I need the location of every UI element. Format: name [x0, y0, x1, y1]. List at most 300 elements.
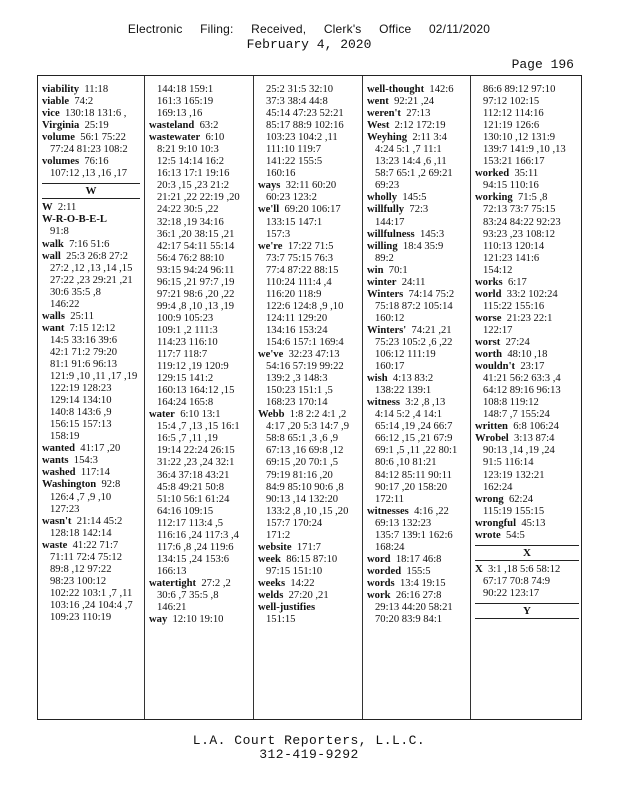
page-line-refs: 70:1 [388, 264, 408, 276]
index-continuation: 129:15 141:2 [157, 373, 214, 385]
page-line-refs: 45:13 [521, 517, 546, 529]
index-entry [42, 239, 140, 251]
index-continuation: 67:17 70:8 74:9 [483, 575, 551, 587]
index-continuation: 31:22 ,23 ,24 32:1 [157, 457, 235, 469]
index-continuation: 29:13 44:20 58:21 [375, 602, 453, 614]
page-line-refs: 27:13 [406, 108, 431, 120]
index-continuation: 168:24 [375, 541, 405, 553]
index-continuation: 24:22 30:5 ,22 [157, 204, 219, 216]
index-continuation: 91:5 116:14 [483, 457, 534, 469]
index-continuation: 107:12 ,13 ,16 ,17 [50, 168, 128, 180]
section-letter: Y [475, 603, 579, 619]
index-entry [42, 311, 140, 323]
index-continuation: 109:1 ,2 111:3 [157, 324, 218, 336]
index-term: volume [42, 132, 75, 144]
index-continuation: 65:14 ,19 ,24 66:7 [375, 421, 453, 433]
index-continuation: 141:22 155:5 [266, 156, 323, 168]
page-line-refs: 33:2 102:24 [506, 288, 558, 300]
index-entry [42, 120, 140, 132]
index-continuation: 124:11 129:20 [266, 312, 328, 324]
index-continuation: 15:4 ,7 ,13 ,15 16:1 [157, 421, 240, 433]
index-continuation: 146:22 [50, 298, 80, 310]
index-entry [149, 578, 249, 590]
index-term: want [42, 322, 65, 334]
index-term: winter [367, 276, 397, 288]
page-line-refs: 25:19 [84, 120, 109, 132]
page-line-refs: 4:16 ,22 [414, 505, 449, 517]
index-continuation: 93:23 ,23 108:12 [483, 228, 556, 240]
index-continuation: 139:7 141:9 ,10 ,13 [483, 144, 566, 156]
page-line-refs: 14:22 [290, 577, 315, 589]
index-continuation: 77:4 87:22 88:15 [266, 264, 339, 276]
page-line-refs: 27:20 ,21 [288, 589, 329, 601]
index-entry [258, 204, 358, 216]
index-continuation: 69:15 ,20 70:1 ,5 [266, 457, 339, 469]
index-entry [258, 349, 358, 361]
index-term: wants [42, 455, 69, 467]
index-entry [42, 323, 140, 335]
page-line-refs: 7:15 12:12 [69, 322, 116, 334]
index-continuation: 41:21 56:2 63:3 ,4 [483, 373, 561, 385]
index-continuation: 4:17 ,20 5:3 14:7 ,9 [266, 421, 349, 433]
index-continuation: 75:23 105:2 ,6 ,22 [375, 336, 453, 348]
column-divider [144, 76, 145, 719]
filing-stamp [0, 22, 618, 36]
index-continuation: 133:2 ,8 ,10 ,15 ,20 [266, 505, 349, 517]
index-term: viable [42, 96, 70, 108]
index-term: willfully [367, 204, 405, 216]
index-term: Winters' [367, 324, 407, 336]
index-continuation: 72:13 73:7 75:15 [483, 204, 556, 216]
index-continuation: 148:7 ,7 155:24 [483, 409, 550, 421]
index-entry [475, 433, 579, 445]
index-continuation: 12:5 14:14 16:2 [157, 156, 225, 168]
index-entry [475, 361, 579, 373]
index-term: wrote [475, 529, 501, 541]
index-continuation: 89:8 ,12 97:22 [50, 563, 112, 575]
index-continuation: 110:24 111:4 ,4 [266, 276, 332, 288]
page-line-refs: 26:16 27:8 [395, 589, 442, 601]
index-continuation: 123:19 132:21 [483, 469, 545, 481]
index-entry [367, 229, 466, 241]
index-term: ways [258, 180, 281, 192]
index-entry [42, 108, 140, 120]
filing-stamp-word-2: Filing: [200, 22, 234, 36]
index-term: work [367, 589, 391, 601]
footer-company: L.A. Court Reporters, L.L.C. [192, 733, 426, 748]
index-continuation: 116:16 ,24 117:3 ,4 [157, 529, 239, 541]
index-continuation: 85:17 88:9 102:16 [266, 120, 344, 132]
index-term: we'll [258, 204, 280, 216]
page-line-refs: 86:15 87:10 [286, 553, 338, 565]
index-entry [475, 564, 579, 576]
index-entry [42, 467, 140, 479]
index-entry [367, 120, 466, 132]
index-term: wholly [367, 192, 398, 204]
index-term: written [475, 421, 508, 433]
page-line-refs: 154:3 [73, 455, 98, 467]
index-entry [475, 192, 579, 204]
index-column-3 [258, 84, 358, 715]
index-entry [367, 241, 466, 253]
page-line-refs: 48:10 ,18 [507, 349, 548, 361]
page-line-refs: 72:3 [409, 204, 429, 216]
index-entry [475, 168, 579, 180]
index-term: wall [42, 250, 61, 262]
index-continuation: 114:23 116:10 [157, 336, 218, 348]
column-divider [470, 76, 471, 719]
index-continuation: 37:3 38:4 44:8 [266, 96, 328, 108]
index-entry [367, 578, 466, 590]
index-continuation: 67:13 ,16 69:8 ,12 [266, 445, 344, 457]
index-entry [258, 590, 358, 602]
index-term: well-justifies [258, 602, 316, 614]
index-continuation: 121:23 141:6 [483, 252, 540, 264]
page-line-refs: 74:14 75:2 [408, 288, 455, 300]
index-continuation: 138:22 139:1 [375, 385, 432, 397]
index-continuation: 4:14 5:2 ,4 14:1 [375, 409, 443, 421]
index-term: walk [42, 238, 64, 250]
page-line-refs: 27:24 [505, 336, 530, 348]
page-line-refs: 6:10 13:1 [180, 409, 221, 421]
page-line-refs: 35:11 [514, 168, 539, 180]
index-continuation: 58:8 65:1 ,3 ,6 ,9 [266, 433, 339, 445]
index-term: watertight [149, 577, 197, 589]
filing-stamp-word-1: Electronic [127, 22, 183, 36]
index-continuation: 111:10 119:7 [266, 144, 322, 156]
index-entry [42, 202, 140, 214]
index-term: wasteland [149, 120, 195, 132]
index-continuation: 153:21 166:17 [483, 156, 545, 168]
index-entry [475, 530, 579, 542]
index-term: X [475, 563, 483, 575]
index-term: Winters [367, 288, 404, 300]
page-line-refs: 145:5 [402, 192, 427, 204]
index-term: words [367, 577, 395, 589]
page-line-refs: 18:4 35:9 [402, 240, 444, 252]
index-continuation: 42:1 71:2 79:20 [50, 346, 118, 358]
index-entry [42, 84, 140, 96]
index-entry [367, 132, 466, 144]
index-continuation: 80:6 ,10 81:21 [375, 457, 437, 469]
index-continuation: 117:7 118:7 [157, 349, 208, 361]
index-term: wish [367, 373, 388, 385]
index-table [37, 75, 582, 720]
index-term: we've [258, 349, 284, 361]
index-continuation: 129:14 134:10 [50, 395, 112, 407]
page-line-refs: 3:13 87:4 [514, 433, 555, 445]
page-line-refs: 13:4 19:15 [399, 577, 446, 589]
index-continuation: 109:23 110:19 [50, 611, 112, 623]
page-line-refs: 3:1 ,18 5:6 58:12 [487, 563, 561, 575]
index-continuation: 66:12 ,15 ,21 67:9 [375, 433, 453, 445]
index-entry [42, 516, 140, 528]
index-continuation: 110:13 120:14 [483, 240, 545, 252]
index-entry [367, 325, 466, 337]
index-continuation: 69:23 [375, 180, 400, 192]
index-continuation: 150:23 151:1 ,5 [266, 385, 333, 397]
page-line-refs: 54:5 [506, 529, 525, 541]
index-entry [475, 421, 579, 433]
index-continuation: 19:14 22:24 26:15 [157, 445, 235, 457]
page-line-refs: 62:24 [508, 493, 534, 505]
page-line-refs: 21:23 22:1 [506, 312, 553, 324]
index-term: Virginia [42, 120, 80, 132]
index-continuation: 25:2 31:5 32:10 [266, 84, 334, 95]
index-term: volumes [42, 156, 80, 168]
document-date: February 4, 2020 [246, 37, 372, 52]
index-entry [149, 614, 249, 626]
index-continuation: 98:23 100:12 [50, 575, 107, 587]
index-continuation: 21:21 ,22 22:19 ,20 [157, 192, 240, 204]
index-term: witness [367, 397, 400, 409]
index-continuation: 60:23 123:2 [266, 192, 317, 204]
index-continuation: 146:21 [157, 602, 187, 614]
index-continuation: 162:24 [483, 481, 513, 493]
index-term: wrongful [475, 517, 517, 529]
index-entry [367, 277, 466, 289]
index-entry [367, 84, 466, 96]
index-entry [42, 455, 140, 467]
index-continuation: 77:24 81:23 108:2 [50, 144, 128, 156]
index-continuation: 14:5 33:16 39:6 [50, 334, 118, 346]
index-term: went [367, 96, 389, 108]
page-line-refs: 1:8 2:2 4:1 ,2 [289, 409, 347, 421]
index-continuation: 27:2 ,12 ,13 ,14 ,15 [50, 262, 133, 274]
index-continuation: 16:13 17:1 19:16 [157, 168, 230, 180]
index-entry [42, 540, 140, 552]
index-continuation: 112:17 113:4 ,5 [157, 517, 224, 529]
page-line-refs: 12:10 19:10 [172, 614, 224, 626]
index-continuation: 58:7 65:1 ,2 69:21 [375, 168, 453, 180]
page-line-refs: 3:2 ,8 ,13 [405, 397, 446, 409]
index-term: word [367, 553, 391, 565]
index-continuation: 139:2 ,3 148:3 [266, 373, 328, 385]
index-continuation: 64:12 89:16 96:13 [483, 385, 561, 397]
index-continuation: 140:8 143:6 ,9 [50, 407, 112, 419]
index-entry [42, 251, 140, 263]
index-entry [475, 518, 579, 530]
index-term: welds [258, 589, 284, 601]
index-continuation: 156:15 157:13 [50, 419, 112, 431]
index-continuation: 71:11 72:4 75:12 [50, 551, 122, 563]
column-divider [362, 76, 363, 719]
page-line-refs: 18:17 46:8 [395, 553, 442, 565]
index-continuation: 83:24 84:22 92:23 [483, 216, 561, 228]
index-continuation: 100:9 105:23 [157, 312, 214, 324]
index-continuation: 158:19 [50, 431, 80, 443]
footer-phone: 312-419-9292 [259, 747, 359, 762]
page-line-refs: 6:10 [205, 132, 225, 144]
index-continuation: 36:4 37:18 43:21 [157, 469, 230, 481]
page-line-refs: 63:2 [199, 120, 219, 132]
index-continuation: 130:10 ,12 131:9 [483, 132, 556, 144]
index-continuation: 103:23 104:2 ,11 [266, 132, 338, 144]
index-continuation: 64:16 109:15 [157, 505, 214, 517]
page-line-refs: 41:17 ,20 [80, 443, 121, 455]
index-term: walls [42, 310, 65, 322]
index-continuation: 112:12 114:16 [483, 108, 544, 120]
page-line-refs: 4:13 83:2 [392, 373, 434, 385]
index-term: wasn't [42, 515, 72, 527]
page-line-refs: 56:1 75:22 [80, 132, 126, 144]
index-continuation: 121:19 126:6 [483, 120, 540, 132]
index-continuation: 134:15 ,24 153:6 [157, 553, 230, 565]
index-term: worth [475, 349, 503, 361]
index-term: Wrobel [475, 433, 509, 445]
index-continuation: 32:18 ,19 34:16 [157, 216, 224, 228]
index-entry [475, 494, 579, 506]
index-entry [258, 241, 358, 253]
index-continuation: 4:24 5:1 ,7 11:1 [375, 144, 442, 156]
index-entry [42, 156, 140, 168]
index-continuation: 30:6 35:5 ,8 [50, 286, 101, 298]
index-entry [42, 443, 140, 455]
index-continuation: 75:18 87:2 105:14 [375, 300, 453, 312]
index-continuation: 168:23 170:14 [266, 397, 328, 409]
index-entry [367, 554, 466, 566]
page-line-refs: 25:3 26:8 27:2 [66, 250, 128, 262]
index-entry [258, 578, 358, 590]
index-continuation: 157:7 170:24 [266, 517, 323, 529]
index-continuation: 161:3 165:19 [157, 96, 214, 108]
index-continuation: 122:19 128:23 [50, 383, 112, 395]
index-continuation: 169:13 ,16 [157, 108, 203, 120]
index-entry [149, 409, 249, 421]
page-line-refs: 27:2 ,2 [201, 577, 231, 589]
index-continuation: 116:20 118:9 [266, 288, 322, 300]
index-entry [475, 289, 579, 301]
index-term: wouldn't [475, 361, 516, 373]
index-continuation: 51:10 56:1 61:24 [157, 493, 230, 505]
index-continuation: 133:15 147:1 [266, 216, 323, 228]
index-continuation: 20:3 ,15 ,23 21:2 [157, 180, 230, 192]
index-continuation: 70:20 83:9 84:1 [375, 614, 443, 626]
page-line-refs: 130:18 131:6 , [64, 108, 127, 120]
index-term: willfulness [367, 228, 415, 240]
index-term: worse [475, 312, 502, 324]
page-line-refs: 11:18 [84, 84, 109, 95]
index-entry [367, 289, 466, 301]
index-entry [367, 108, 466, 120]
index-continuation: 122:17 [483, 324, 513, 336]
index-continuation: 151:15 [266, 614, 296, 626]
index-continuation: 56:4 76:2 88:10 [157, 252, 225, 264]
index-entry [258, 542, 358, 554]
index-term: week [258, 553, 281, 565]
index-continuation: 144:17 [375, 216, 405, 228]
index-continuation: 81:1 91:6 96:13 [50, 358, 118, 370]
page-line-refs: 142:6 [429, 84, 454, 95]
index-continuation: 30:6 ,7 35:5 ,8 [157, 589, 219, 601]
index-entry [367, 373, 466, 385]
index-term: worded [367, 565, 402, 577]
index-continuation: 73:7 75:15 76:3 [266, 252, 334, 264]
index-continuation: 90:22 123:17 [483, 587, 540, 599]
index-continuation: 154:6 157:1 169:4 [266, 336, 344, 348]
index-entry [475, 349, 579, 361]
page-line-refs: 6:17 [507, 276, 527, 288]
index-continuation: 157:3 [266, 228, 291, 240]
index-entry [367, 192, 466, 204]
index-continuation: 69:13 132:23 [375, 517, 432, 529]
index-term: way [149, 614, 168, 626]
filing-stamp-word-4: Clerk's [323, 22, 362, 36]
index-entry [367, 397, 466, 409]
index-continuation: 45:8 49:21 50:8 [157, 481, 225, 493]
index-continuation: 97:15 151:10 [266, 565, 323, 577]
index-term: worst [475, 336, 501, 348]
index-continuation: 97:21 98:6 ,20 ,22 [157, 288, 235, 300]
index-continuation: 160:16 [266, 168, 296, 180]
index-term: Washington [42, 479, 97, 491]
index-continuation: 16:5 ,7 ,11 ,19 [157, 433, 218, 445]
index-term: website [258, 541, 292, 553]
index-continuation: 160:17 [375, 361, 405, 373]
index-term: washed [42, 467, 76, 479]
index-column-5 [475, 84, 579, 715]
index-continuation: 13:23 14:4 ,6 ,11 [375, 156, 447, 168]
page-line-refs: 71:5 ,8 [517, 192, 548, 204]
page-line-refs: 32:11 60:20 [285, 180, 337, 192]
index-continuation: 79:19 81:16 ,20 [266, 469, 333, 481]
index-entry [367, 265, 466, 277]
index-column-2 [149, 84, 249, 715]
page-line-refs: 92:8 [101, 479, 121, 491]
page-number: Page 196 [511, 57, 574, 72]
index-term: W-R-O-B-E-L [42, 214, 107, 226]
index-entry [367, 566, 466, 578]
index-continuation: 166:13 [157, 565, 187, 577]
index-continuation: 90:17 ,20 158:20 [375, 481, 448, 493]
index-continuation: 42:17 54:11 55:14 [157, 240, 235, 252]
page-line-refs: 25:11 [70, 310, 95, 322]
index-term: waste [42, 539, 68, 551]
index-entry [475, 277, 579, 289]
index-term: works [475, 276, 503, 288]
index-continuation: 89:2 [375, 252, 394, 264]
column-divider [253, 76, 254, 719]
index-term: vice [42, 108, 60, 120]
index-continuation: 154:12 [483, 264, 513, 276]
index-entry [149, 132, 249, 144]
index-continuation: 115:19 155:15 [483, 505, 545, 517]
index-continuation: 115:22 155:16 [483, 300, 545, 312]
page-line-refs: 41:22 71:7 [72, 539, 119, 551]
index-term: we're [258, 240, 283, 252]
index-continuation: 45:14 47:23 52:21 [266, 108, 344, 120]
index-continuation: 102:22 103:1 ,7 ,11 [50, 587, 133, 599]
index-continuation: 160:12 [375, 312, 405, 324]
index-continuation: 108:8 119:12 [483, 397, 539, 409]
page-line-refs: 74:2 [74, 96, 94, 108]
index-term: willing [367, 240, 398, 252]
index-term: well-thought [367, 84, 425, 95]
index-continuation: 128:18 142:14 [50, 527, 112, 539]
index-entry [42, 214, 140, 226]
index-entry [258, 409, 358, 421]
index-continuation: 135:7 139:1 162:6 [375, 529, 453, 541]
index-entry [258, 602, 358, 614]
index-continuation: 90:13 ,14 132:20 [266, 493, 339, 505]
page-line-refs: 32:23 47:13 [288, 349, 340, 361]
page-line-refs: 24:11 [401, 276, 426, 288]
index-continuation: 172:11 [375, 493, 405, 505]
index-continuation: 121:9 ,10 ,11 ,17 ,19 [50, 371, 138, 383]
section-letter: W [42, 183, 140, 199]
filing-stamp-word-5: Office [379, 22, 412, 36]
index-term: working [475, 192, 513, 204]
